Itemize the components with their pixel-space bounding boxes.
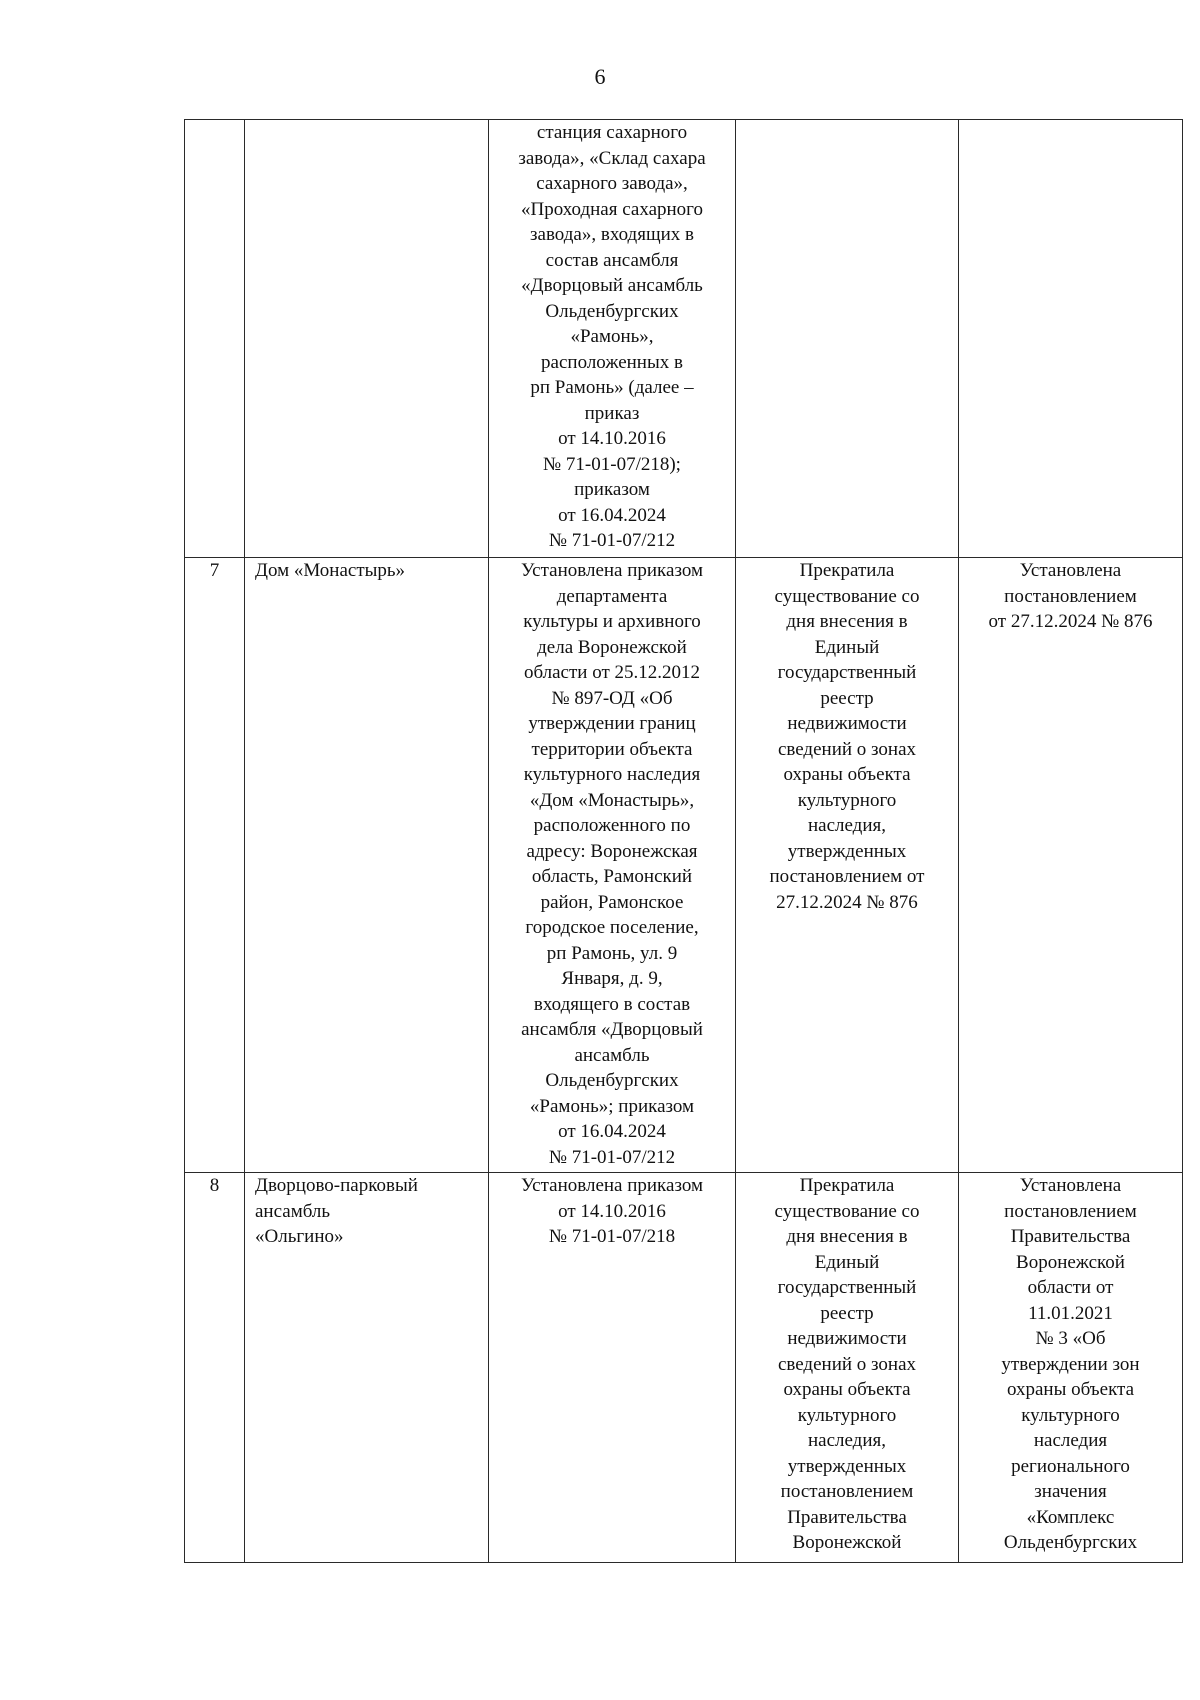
cell-text-line: расположенных в [541, 351, 683, 373]
cell-text-line: область, Рамонский [531, 866, 693, 887]
current-zones-cell [959, 558, 1183, 1173]
cell-text-line: Прекратила [799, 560, 895, 581]
cell-text-line: культурного [1021, 1404, 1120, 1426]
cell-text-line: Ольденбургских [1003, 1532, 1138, 1553]
cell-text-line: «Рамонь», [570, 326, 654, 347]
cell-text-line: регионального [1011, 1455, 1130, 1477]
cell-text-line: Правительства [787, 1506, 907, 1528]
cell-text-line: охраны объекта [1006, 1379, 1135, 1400]
cell-text-line: ансамбль [255, 1200, 331, 1222]
cell-text-line: 11.01.2021 [1028, 1302, 1113, 1324]
cell-text-line: недвижимости [787, 713, 907, 734]
cell-text-line: существование со [774, 1200, 920, 1222]
cell-text-line: Дворцово-парковый [255, 1175, 418, 1196]
cell-text-line: от 27.12.2024 № 876 [988, 611, 1153, 632]
cell-text-line: наследия, [807, 815, 887, 836]
table-row [185, 1173, 1183, 1563]
cell-text-line: «Дом «Монастырь», [529, 789, 695, 811]
row-number: 8 [209, 1175, 220, 1196]
cell-text-line: утвержденных [787, 1455, 907, 1477]
cell-text-line: Единый [814, 636, 880, 658]
cell-text-line: Прекратила [799, 1175, 895, 1196]
table-row [185, 120, 1183, 558]
object-name-cell [245, 558, 489, 1173]
cell-text-line: Ольденбургских [545, 300, 679, 322]
cell-text-line: № 71-01-07/212 [548, 1146, 676, 1168]
row-number: 7 [209, 560, 220, 581]
cell-text-line: расположенного по [533, 815, 691, 836]
cell-text-line: Дом «Монастырь» [255, 560, 406, 581]
cell-text-line: район, Рамонское [540, 891, 684, 913]
cell-text-line: приказом [574, 479, 650, 500]
cell-text-line: «Проходная сахарного [520, 198, 703, 220]
cell-text-line: утвержденных [787, 840, 907, 862]
cell-text-line: состав ансамбля [545, 249, 679, 271]
territory-boundaries-cell [489, 120, 736, 558]
cell-text-line: «Рамонь»; приказом [529, 1095, 695, 1117]
cell-text-line: № 71-01-07/218); [543, 453, 681, 475]
cell-text-line: недвижимости [787, 1328, 907, 1349]
cell-text-line: сведений о зонах [777, 1353, 917, 1375]
cell-text-line: № 71-01-07/212 [548, 530, 676, 551]
cell-text-line: завода», входящих в [530, 224, 694, 245]
cell-text-line: от 14.10.2016 [558, 1200, 666, 1222]
cell-text-line: утверждении зон [1001, 1353, 1140, 1375]
cell-text-line: Установлена [1019, 560, 1122, 581]
cell-text-line: Единый [814, 1251, 880, 1273]
object-name-cell [245, 120, 489, 558]
previous-zones-cell [736, 1173, 959, 1563]
cell-text-line: культурного наследия [523, 764, 701, 785]
cell-text-line: входящего в состав [533, 993, 691, 1015]
cell-text-line: сахарного завода», [536, 173, 688, 194]
cell-text-line: приказ [584, 402, 640, 424]
cell-text-line: постановлением [780, 1481, 914, 1502]
cell-text-line: завода», «Склад сахара [518, 147, 706, 169]
cell-text-line: рп Рамонь» (далее – [530, 377, 694, 398]
cell-text-line: постановлением [1004, 585, 1137, 607]
cell-text-line: № 897-ОД «Об [551, 687, 673, 709]
cell-text-line: рп Рамонь, ул. 9 [546, 942, 678, 964]
cell-text-line: 27.12.2024 № 876 [776, 891, 918, 913]
cell-text-line: постановлением от [769, 866, 925, 887]
row-number-cell [185, 558, 245, 1173]
cell-text-line: области от 25.12.2012 [523, 662, 701, 683]
territory-boundaries-cell [489, 558, 736, 1173]
row-number-cell [185, 120, 245, 558]
cell-text-line: от 16.04.2024 [558, 504, 666, 526]
cell-text-line: ансамбля «Дворцовый [521, 1019, 703, 1040]
cell-text-line: Установлена приказом [521, 1175, 703, 1196]
cell-text-line: реестр [820, 687, 874, 709]
cell-text-line: постановлением [1004, 1200, 1137, 1222]
cell-text-line: государственный [777, 1277, 917, 1298]
cell-text-line: от 16.04.2024 [558, 1121, 666, 1142]
cell-text-line: ансамбль [574, 1044, 650, 1066]
cell-text-line: № 3 «Об [1035, 1328, 1106, 1349]
cell-text-line: Установлена приказом [521, 560, 703, 581]
cell-text-line: государственный [777, 662, 917, 683]
cell-text-line: от 14.10.2016 [558, 428, 666, 449]
current-zones-cell [959, 1173, 1183, 1563]
cell-text-line: станция сахарного [536, 122, 688, 143]
cell-text-line: «Ольгино» [255, 1226, 344, 1247]
cell-text-line: области от [1027, 1277, 1114, 1298]
cell-text-line: Ольденбургских [545, 1070, 679, 1091]
cell-text-line: Установлена [1019, 1175, 1122, 1196]
cell-text-line: городское поселение, [525, 917, 699, 938]
cell-text-line: Воронежской [792, 1532, 902, 1553]
previous-zones-cell [736, 120, 959, 558]
cell-text-line: охраны объекта [783, 1379, 911, 1400]
cell-text-line: «Дворцовый ансамбль [521, 275, 703, 296]
cell-text-line: «Комплекс [1026, 1506, 1115, 1528]
territory-boundaries-cell [489, 1173, 736, 1563]
cell-text-line: дня внесения в [786, 611, 908, 632]
table-row [185, 558, 1183, 1173]
cell-text-line: № 71-01-07/218 [548, 1226, 676, 1247]
cell-text-line: существование со [774, 585, 920, 607]
cell-text-line: охраны объекта [783, 764, 911, 785]
cell-text-line: наследия, [807, 1430, 887, 1451]
cell-text-line: территории объекта [531, 738, 693, 760]
cell-text-line: Января, д. 9, [561, 968, 663, 989]
cell-text-line: культуры и архивного [523, 611, 701, 632]
row-number-cell [185, 1173, 245, 1563]
cell-text-line: Правительства [1010, 1226, 1131, 1247]
page-number: 6 [594, 64, 606, 89]
previous-zones-cell [736, 558, 959, 1173]
cell-text-line: адресу: Воронежская [526, 840, 698, 862]
cell-text-line: наследия [1033, 1430, 1108, 1451]
object-name-cell [245, 1173, 489, 1563]
cell-text-line: реестр [820, 1302, 874, 1324]
cell-text-line: культурного [797, 1404, 897, 1426]
cell-text-line: значения [1034, 1481, 1107, 1502]
cell-text-line: дня внесения в [786, 1226, 908, 1247]
cell-text-line: дела Воронежской [537, 636, 687, 658]
cell-text-line: утверждении границ [528, 713, 696, 734]
cell-text-line: Воронежской [1016, 1251, 1125, 1273]
cell-text-line: департамента [556, 585, 668, 607]
current-zones-cell [959, 120, 1183, 558]
cell-text-line: сведений о зонах [777, 738, 917, 760]
cell-text-line: культурного [797, 789, 897, 811]
document-table [184, 119, 1183, 1563]
